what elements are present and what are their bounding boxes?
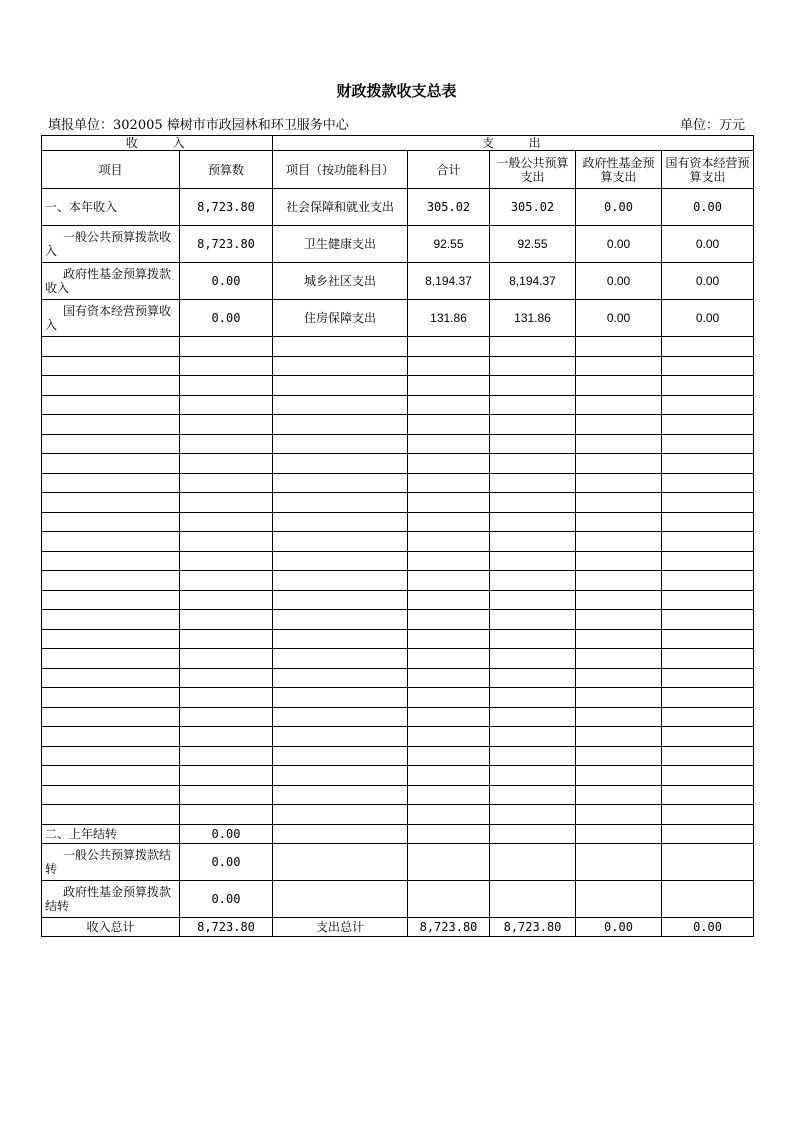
empty-cell [180,629,273,649]
empty-cell [408,532,490,552]
empty-cell [42,376,180,396]
empty-cell [408,512,490,532]
empty-cell [490,707,576,727]
empty-row [42,376,754,396]
empty-cell [42,805,180,825]
empty-cell [490,454,576,474]
empty-cell [576,473,662,493]
empty-cell [180,766,273,786]
empty-cell [42,746,180,766]
empty-cell [490,512,576,532]
empty-cell [273,473,408,493]
empty-cell [408,590,490,610]
col-header-state-capital: 国有资本经营预算支出 [662,151,754,189]
empty-cell [576,649,662,669]
empty-cell [576,707,662,727]
empty-cell [408,415,490,435]
empty-cell [576,337,662,357]
expense-gov-fund: 0.00 [576,226,662,263]
empty-cell [662,668,754,688]
section-header-row [42,136,754,151]
expense-total: 92.55 [408,226,490,263]
empty-cell [490,551,576,571]
empty-cell [662,766,754,786]
expense-state-capital: 0.00 [662,263,754,300]
empty-cell [408,454,490,474]
empty-cell [662,473,754,493]
empty-cell [273,746,408,766]
empty-cell [42,356,180,376]
empty-cell [662,434,754,454]
col-header-item: 项目 [42,151,180,189]
empty-row [42,356,754,376]
income-value: 8,723.80 [180,226,273,263]
empty-cell [490,434,576,454]
empty-cell [273,356,408,376]
empty-cell [273,880,408,917]
empty-cell [42,590,180,610]
empty-cell [273,707,408,727]
expense-general: 92.55 [490,226,576,263]
empty-cell [662,785,754,805]
income-value: 8,723.80 [180,189,273,226]
empty-cell [662,707,754,727]
empty-cell [273,532,408,552]
empty-cell [273,688,408,708]
empty-cell [273,668,408,688]
empty-row [42,785,754,805]
currency-unit: 单位：万元 [679,118,745,133]
empty-cell [408,824,490,843]
empty-cell [180,551,273,571]
empty-cell [273,376,408,396]
table-row [42,189,754,226]
empty-cell [180,415,273,435]
empty-row [42,766,754,786]
empty-cell [490,532,576,552]
empty-cell [408,376,490,396]
income-label: 国有资本经营预算收入 [42,300,180,337]
empty-cell [180,746,273,766]
empty-cell [576,766,662,786]
empty-cell [408,805,490,825]
empty-cell [662,532,754,552]
empty-cell [180,356,273,376]
empty-cell [273,434,408,454]
carryover-label: 一般公共预算拨款结转 [42,843,180,880]
col-header-general: 一般公共预算支出 [490,151,576,189]
empty-cell [273,571,408,591]
expense-total: 305.02 [408,189,490,226]
empty-cell [408,688,490,708]
empty-cell [408,746,490,766]
empty-cell [273,590,408,610]
expense-state-capital: 0.00 [662,226,754,263]
empty-cell [408,649,490,669]
empty-cell [42,668,180,688]
table-row [42,300,754,337]
carryover-value: 0.00 [180,843,273,880]
expense-state-capital: 0.00 [662,300,754,337]
empty-cell [273,766,408,786]
empty-cell [180,395,273,415]
empty-cell [576,843,662,880]
table-row [42,226,754,263]
empty-cell [576,571,662,591]
empty-row [42,649,754,669]
table-row [42,880,754,917]
empty-cell [42,473,180,493]
empty-cell [180,434,273,454]
expense-total-state-capital: 0.00 [662,917,754,936]
empty-row [42,454,754,474]
empty-cell [42,532,180,552]
empty-row [42,610,754,630]
empty-cell [576,512,662,532]
empty-cell [490,649,576,669]
empty-cell [490,805,576,825]
expense-total-sum: 8,723.80 [408,917,490,936]
empty-cell [180,337,273,357]
expense-item: 城乡社区支出 [273,263,408,300]
empty-cell [490,473,576,493]
reporting-unit: 填报单位：302005 樟树市市政园林和环卫服务中心 [48,118,349,133]
empty-cell [490,493,576,513]
col-header-func-item: 项目（按功能科目） [273,151,408,189]
empty-cell [180,805,273,825]
empty-row [42,668,754,688]
empty-cell [408,843,490,880]
empty-cell [490,376,576,396]
empty-cell [408,551,490,571]
empty-cell [576,551,662,571]
empty-row [42,688,754,708]
empty-cell [662,880,754,917]
empty-cell [42,785,180,805]
table-row [42,824,754,843]
empty-cell [180,668,273,688]
empty-cell [576,493,662,513]
empty-cell [42,493,180,513]
expense-general: 131.86 [490,300,576,337]
expense-total-label: 支出总计 [273,917,408,936]
empty-row [42,493,754,513]
empty-cell [490,880,576,917]
empty-cell [273,610,408,630]
income-label: 一、本年收入 [42,189,180,226]
empty-cell [662,746,754,766]
empty-cell [180,649,273,669]
expense-section-header: 支 出 [273,136,754,151]
table-row [42,263,754,300]
empty-cell [42,649,180,669]
expense-total: 8,194.37 [408,263,490,300]
empty-cell [490,571,576,591]
empty-cell [490,337,576,357]
expense-item: 住房保障支出 [273,300,408,337]
table-row [42,843,754,880]
empty-cell [273,785,408,805]
carryover-label: 二、上年结转 [42,824,180,843]
expense-gov-fund: 0.00 [576,189,662,226]
empty-cell [490,356,576,376]
empty-cell [576,415,662,435]
carryover-value: 0.00 [180,824,273,843]
empty-cell [180,473,273,493]
empty-cell [576,532,662,552]
empty-cell [408,880,490,917]
empty-cell [490,766,576,786]
expense-total-gov-fund: 0.00 [576,917,662,936]
empty-cell [576,434,662,454]
empty-cell [662,454,754,474]
empty-cell [576,356,662,376]
expense-general: 305.02 [490,189,576,226]
empty-cell [42,337,180,357]
empty-cell [662,512,754,532]
empty-cell [180,376,273,396]
expense-gov-fund: 0.00 [576,300,662,337]
expense-total: 131.86 [408,300,490,337]
empty-cell [662,649,754,669]
empty-row [42,590,754,610]
empty-cell [662,590,754,610]
empty-cell [490,610,576,630]
empty-cell [180,785,273,805]
empty-cell [576,454,662,474]
col-header-budget: 预算数 [180,151,273,189]
empty-cell [576,610,662,630]
empty-cell [662,356,754,376]
empty-cell [490,668,576,688]
col-header-gov-fund: 政府性基金预算支出 [576,151,662,189]
empty-cell [42,629,180,649]
empty-cell [576,805,662,825]
empty-cell [662,824,754,843]
empty-cell [273,649,408,669]
empty-row [42,395,754,415]
empty-row [42,551,754,571]
empty-row [42,415,754,435]
empty-row [42,746,754,766]
empty-cell [273,629,408,649]
col-header-total: 合计 [408,151,490,189]
empty-cell [408,668,490,688]
empty-cell [490,785,576,805]
income-label: 一般公共预算拨款收入 [42,226,180,263]
empty-cell [273,843,408,880]
empty-cell [273,727,408,747]
empty-cell [408,337,490,357]
empty-cell [662,688,754,708]
empty-cell [42,571,180,591]
empty-cell [42,688,180,708]
empty-cell [180,532,273,552]
empty-cell [662,415,754,435]
empty-cell [662,805,754,825]
empty-cell [42,707,180,727]
empty-cell [180,688,273,708]
empty-cell [42,434,180,454]
empty-cell [662,395,754,415]
page-title: 财政拨款收支总表 [336,82,457,100]
empty-cell [576,727,662,747]
empty-row [42,532,754,552]
empty-cell [408,434,490,454]
empty-cell [490,843,576,880]
empty-cell [42,454,180,474]
income-total-value: 8,723.80 [180,917,273,936]
empty-cell [273,824,408,843]
empty-cell [408,571,490,591]
empty-cell [273,454,408,474]
empty-row [42,571,754,591]
empty-cell [662,629,754,649]
expense-item: 社会保障和就业支出 [273,189,408,226]
income-value: 0.00 [180,300,273,337]
empty-cell [273,415,408,435]
column-header-row [42,151,754,189]
empty-cell [662,337,754,357]
empty-cell [576,746,662,766]
empty-cell [408,785,490,805]
empty-cell [42,395,180,415]
empty-cell [273,493,408,513]
expense-gov-fund: 0.00 [576,263,662,300]
expense-total-general: 8,723.80 [490,917,576,936]
empty-cell [576,590,662,610]
empty-cell [180,571,273,591]
empty-cell [490,746,576,766]
empty-cell [180,590,273,610]
empty-cell [408,395,490,415]
income-total-label: 收入总计 [42,917,180,936]
empty-cell [576,395,662,415]
empty-cell [273,337,408,357]
empty-row [42,473,754,493]
empty-cell [408,727,490,747]
empty-row [42,707,754,727]
empty-cell [180,707,273,727]
empty-cell [576,785,662,805]
empty-cell [576,880,662,917]
income-label: 政府性基金预算拨款收入 [42,263,180,300]
carryover-label: 政府性基金预算拨款结转 [42,880,180,917]
empty-cell [576,668,662,688]
empty-cell [490,629,576,649]
empty-cell [180,727,273,747]
expense-item: 卫生健康支出 [273,226,408,263]
empty-cell [273,512,408,532]
empty-cell [576,824,662,843]
empty-cell [490,415,576,435]
income-value: 0.00 [180,263,273,300]
empty-cell [408,473,490,493]
empty-cell [662,493,754,513]
carryover-value: 0.00 [180,880,273,917]
empty-cell [662,551,754,571]
empty-row [42,434,754,454]
empty-cell [408,707,490,727]
empty-cell [490,727,576,747]
empty-cell [576,688,662,708]
empty-cell [576,629,662,649]
empty-cell [180,512,273,532]
empty-cell [576,376,662,396]
empty-row [42,805,754,825]
empty-cell [180,454,273,474]
empty-cell [42,727,180,747]
empty-cell [273,395,408,415]
empty-cell [408,629,490,649]
expense-state-capital: 0.00 [662,189,754,226]
budget-summary-table [41,135,754,937]
empty-cell [408,610,490,630]
empty-cell [180,610,273,630]
empty-cell [408,356,490,376]
empty-cell [490,688,576,708]
income-section-header: 收 入 [42,136,273,151]
empty-cell [662,376,754,396]
empty-row [42,727,754,747]
totals-row [42,917,754,936]
empty-cell [42,512,180,532]
empty-cell [662,571,754,591]
empty-cell [42,415,180,435]
empty-cell [662,727,754,747]
empty-cell [662,843,754,880]
empty-row [42,512,754,532]
empty-cell [408,766,490,786]
expense-general: 8,194.37 [490,263,576,300]
empty-cell [273,551,408,571]
empty-cell [408,493,490,513]
empty-cell [180,493,273,513]
empty-row [42,629,754,649]
empty-cell [490,395,576,415]
empty-cell [490,824,576,843]
empty-cell [490,590,576,610]
empty-cell [42,551,180,571]
empty-cell [273,805,408,825]
empty-cell [42,766,180,786]
empty-cell [42,610,180,630]
empty-cell [662,610,754,630]
empty-row [42,337,754,357]
